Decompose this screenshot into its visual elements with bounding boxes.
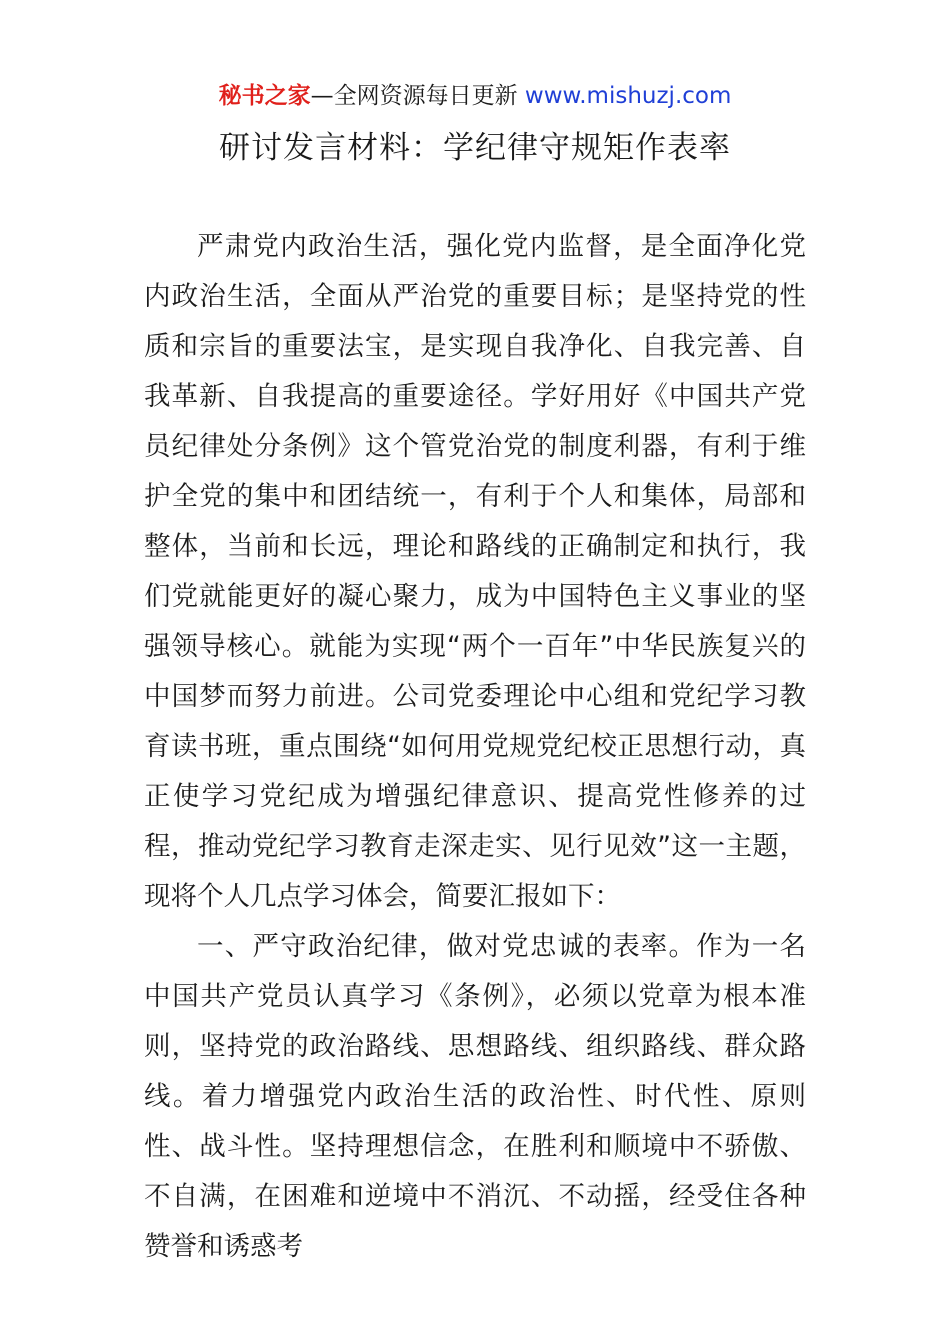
body-paragraph-section-1: 一、严守政治纪律，做对党忠诚的表率。作为一名中国共产党员认真学习《条例》，必须以党章为根本准则，坚持党的政治路线、思想路线、组织路线、群众路线。着力增强党内政治生活的政治性、时代性、原则性、战斗性。坚持理想信念，在胜利和顺境中不骄傲、不自满，在困难和逆境中不消沉、不动摇，经受住各种赞誉和诱惑考 [144, 931, 806, 1262]
site-header [0, 80, 950, 112]
brand-name: 秘书之家 [218, 83, 311, 109]
header-tagline: —全网资源每日更新 [310, 83, 518, 109]
document-body [144, 222, 806, 1272]
document-title: 研讨发言材料：学纪律守规矩作表率 [219, 130, 731, 166]
site-url-link[interactable]: www.mishuzj.com [524, 83, 732, 109]
body-paragraph-intro: 严肃党内政治生活，强化党内监督，是全面净化党内政治生活，全面从严治党的重要目标；是坚持党的性质和宗旨的重要法宝，是实现自我净化、自我完善、自我革新、自我提高的重要途径。学好用好《中国共产党员纪律处分条例》这个管党治党的制度利器，有利于维护全党的集中和团结统一，有利于个人和集体，局部和整体，当前和长远，理论和路线的正确制定和执行，我们党就能更好的凝心聚力，成为中国特色主义事业的坚强领导核心。就能为实现“两个一百年”中华民族复兴的中国梦而努力前进。公司党委理论中心组和党纪学习教育读书班，重点围绕“如何用党规党纪校正思想行动，真正使学习党纪成为增强纪律意识、提高党性修养的过程，推动党纪学习教育走深走实、见行见效”这一主题，现将个人几点学习体会，简要汇报如下： [144, 231, 806, 912]
